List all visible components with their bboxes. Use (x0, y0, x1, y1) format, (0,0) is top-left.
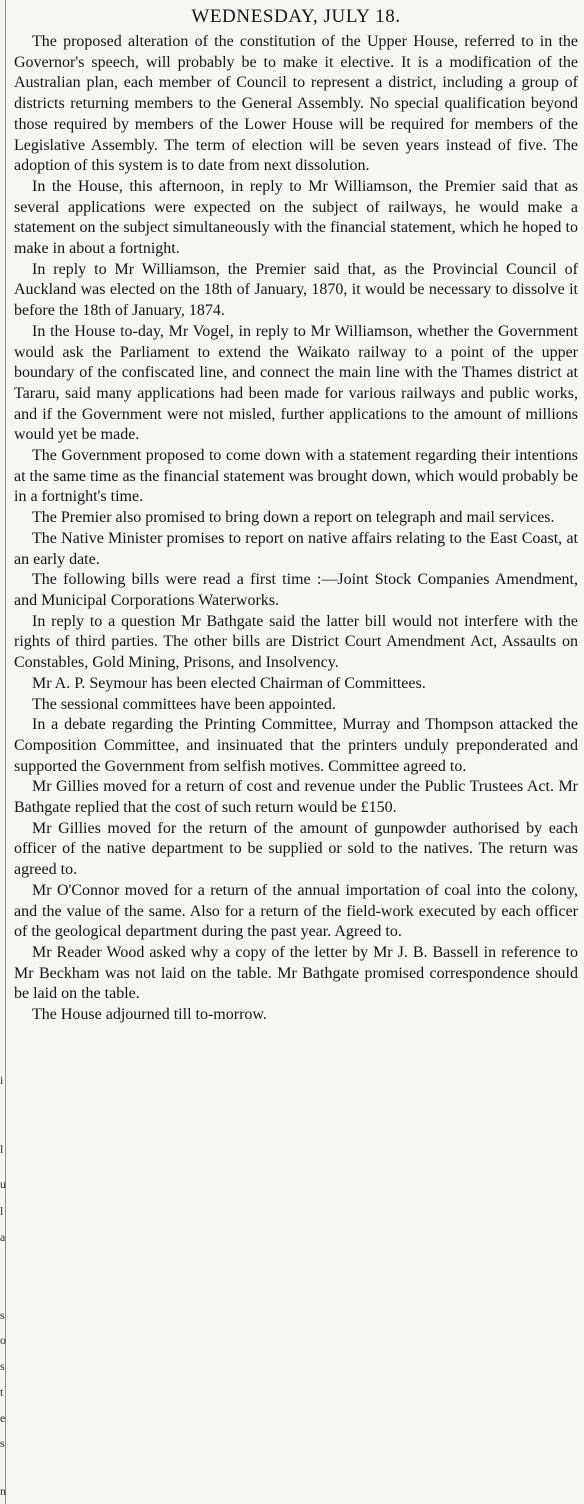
article-paragraph: Mr Gillies moved for the return of the amount of gunpowder authorised by each officer of the native department to be supplied or sold to the natives. The return was agreed to. (14, 819, 578, 879)
article-paragraph: The House adjourned till to-morrow. (32, 1006, 267, 1024)
article-paragraph: Mr O'Connor moved for a return of the annual importation of coal into the colony, and the value of the same. Also for a return of the field-work executed by each officer of the geological department during the past year. Agreed to. (14, 881, 578, 941)
adjacent-column-fragments (0, 0, 5, 1504)
article-paragraph: Mr A. P. Seymour has been elected Chairman of Committees. (32, 674, 426, 692)
edge-fragment: s (0, 1308, 5, 1322)
edge-fragment: i (0, 1073, 4, 1087)
edge-fragment: t (0, 1385, 4, 1399)
article-paragraph: In reply to a question Mr Bathgate said the latter bill would not interfere with the rights of third parties. The other bills are District Court Amendment Act, Assaults on Constables, Gold Mining, Prisons, and Insolvency. (14, 612, 578, 672)
article-paragraph: The Native Minister promises to report on native affairs relating to the East Coast, at an early date. (14, 529, 578, 568)
news-article (14, 0, 578, 1026)
column-rule (5, 0, 6, 1504)
edge-fragment: s (0, 1359, 5, 1373)
article-paragraph: In reply to Mr Williamson, the Premier said that, as the Provincial Council of Auckland was elected on the 18th of January, 1870, it would be necessary to dissolve it before the 18th of January, 1874. (14, 260, 578, 320)
edge-fragment: l (0, 1142, 4, 1156)
article-paragraph: The proposed alteration of the constitution of the Upper House, referred to in the Governor's speech, will probably be to make it elective. It is a modification of the Australian plan, each member of Council to represent a district, including a group of districts returning members to the General Assembly. No special qualification beyond those required by members of the Lower House will be required for members of the Legislative Assembly. The term of election will be seven years instead of five. The adoption of this system is to date from next dissolution. (14, 33, 578, 175)
edge-fragment: o (0, 1333, 6, 1347)
edge-fragment: l (0, 1204, 4, 1218)
article-paragraph: In the House, this afternoon, in reply to Mr Williamson, the Premier said that as several applications were expected on the subject of railways, he would make a statement on the subject simultaneously with the financial statement, which he hoped to make in about a fortnight. (14, 177, 578, 258)
edge-fragment: s (0, 1436, 5, 1450)
edge-fragment: n (0, 1484, 6, 1498)
edge-fragment: u (0, 1177, 6, 1191)
edge-fragment: a (0, 1230, 6, 1244)
edge-fragment: e (0, 1411, 6, 1425)
article-paragraph: Mr Reader Wood asked why a copy of the letter by Mr J. B. Bassell in reference to Mr Beckham was not laid on the table. Mr Bathgate promised correspondence should be laid on the table. (14, 943, 578, 1003)
article-dateline: WEDNESDAY, JULY 18. (191, 6, 401, 27)
article-paragraph: The Premier also promised to bring down a report on telegraph and mail services. (32, 509, 555, 527)
article-paragraph: The Government proposed to come down with a statement regarding their intentions at the same time as the financial statement was brought down, which would probably be in a fortnight's time. (14, 447, 578, 506)
article-paragraph: In a debate regarding the Printing Committee, Murray and Thompson attacked the Composition Committee, and insinuated that the printers unduly preponderated and supported the Government from selfish motives. Committee agreed to. (14, 716, 578, 775)
article-paragraph: In the House to-day, Mr Vogel, in reply to Mr Williamson, whether the Government would ask the Parliament to extend the Waikato railway to a point of the upper boundary of the confiscated line, and connect the main line with the Thames district at Tararu, said many applications had been made for various railways and public works, and if the Government were not misled, further applications to the amount of millions would yet be made. (14, 322, 578, 444)
article-paragraph: Mr Gillies moved for a return of cost and revenue under the Public Trustees Act. Mr Bathgate replied that the cost of such return would be £150. (14, 778, 578, 817)
article-paragraph: The following bills were read a first time :—Joint Stock Companies Amendment, and Municipal Corporations Waterworks. (14, 571, 578, 609)
article-paragraph: The sessional committees have been appointed. (32, 695, 336, 713)
